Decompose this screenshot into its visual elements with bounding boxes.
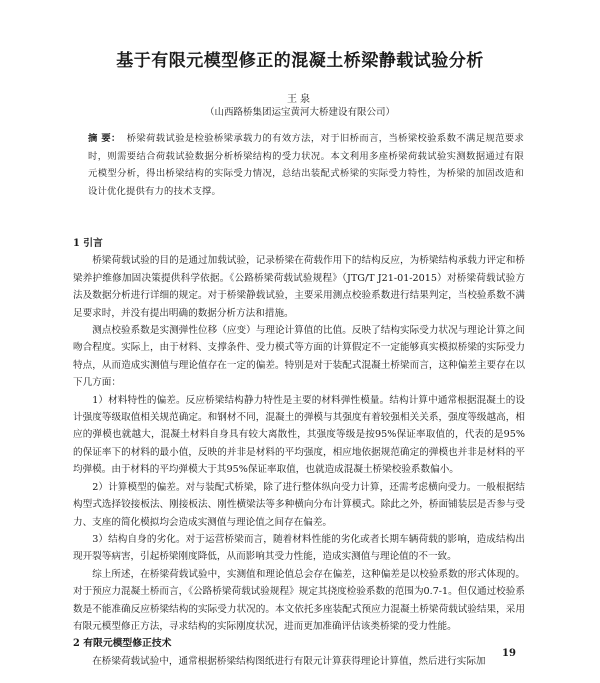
section-1-heading: 1 引言 xyxy=(73,238,103,249)
section-1-paragraph: 桥梁荷载试验的目的是通过加载试验，记录桥梁在荷载作用下的结构反应，为桥梁结构承载力评定和桥梁养护维修加固决策提供科学依据。《公路桥梁荷载试验规程》（JTG/T J21-01-2015）对桥梁荷载试验方法及数据分析进行详细的规定。对于桥梁静载试验，主要采用测点校验系数进行结果判定，当校验系数不满足要求时，并没有提出明确的数据分析方法和措施。 xyxy=(73,255,525,319)
section-1-paragraph: 2）计算模型的偏差。对与装配式桥梁，除了进行整体纵向受力计算，还需考虑横向受力。一般根据结构型式选择铰接板法、刚接板法、刚性横梁法等多种横向分布计算模式。除此之外，桥面铺装层是否参与受力、支座的简化模拟均会造成实测值与理论值之间存在偏差。 xyxy=(73,481,525,528)
paper-title: 基于有限元模型修正的混凝土桥梁静载试验分析 xyxy=(116,51,484,71)
body-text xyxy=(73,235,525,670)
section-2-paragraph: 在桥梁荷载试验中，通常根据桥梁结构图纸进行有限元计算获得理论计算值，然后进行实际加 xyxy=(92,655,486,667)
section-1-paragraph: 综上所述，在桥梁荷载试验中，实测值和理论值总会存在偏差，这种偏差是以校验系数的形式体现的。对于预应力混凝土桥而言，《公路桥梁荷载试验规程》规定其挠度检验系数的范围为0.7-1。但仅通过校验系数是不能准确反应桥梁结构的实际受力状况的。本文依托多座装配式预应力混凝土桥梁荷载试验结果，采用有限元模型修正方法，寻求结构的实际刚度状况，进而更加准确评估该类桥梁的受力性能。 xyxy=(73,568,525,632)
page-number: 19 xyxy=(502,648,516,659)
abstract xyxy=(88,130,524,200)
abstract-label: 摘 要： xyxy=(88,133,121,144)
section-2-heading: 2 有限元模型修正技术 xyxy=(73,638,172,650)
section-1-paragraph: 测点校验系数是实测弹性位移（应变）与理论计算值的比值。反映了结构实际受力状况与理论计算之间吻合程度。实际上，由于材料、支撑条件、受力模式等方面的计算假定不一定能够真实模拟桥梁的实际受力特点，从而造成实测值与理论值存在一定的偏差。特别是对于装配式混凝土桥梁而言，这种偏差主要存在以下几方面： xyxy=(73,325,525,389)
section-1-paragraph: 1）材料特性的偏差。反应桥梁结构静力特性是主要的材料弹性模量。结构计算中通常根据混凝土的设计强度等级取值相关规范确定。和钢材不同，混凝土的弹模与其强度有着较强相关关系，强度等级越高，相应的弹模也就越大，混凝土材料自身具有较大离散性，其强度等级是按95%保证率取值的，代表的是95%的保证率下的材料的最小值，反映的并非是材料的平均强度，相应地依据规范确定的弹模也并非是材料的平均弹模。由于材料的平均弹模大于其95%保证率取值，也就造成混凝土桥梁校验系数偏小。 xyxy=(73,394,525,476)
abstract-text: 桥梁荷载试验是检验桥梁承载力的有效方法，对于旧桥而言，当桥梁校验系数不满足规范要求时，则需要结合荷载试验数据分析桥梁结构的受力状况。本文利用多座桥梁荷载试验实测数据通过有限元模型分析，得出桥梁结构的实际受力情况，总结出装配式桥梁的实际受力特性，为桥梁的加固改造和设计优化提供有力的技术支撑。 xyxy=(88,133,524,197)
author-affiliation: （山西路桥集团运宝黄河大桥建设有限公司） xyxy=(204,107,395,118)
author-name: 王泉 xyxy=(287,94,313,105)
section-1-paragraph: 3）结构自身的劣化。对于运营桥梁而言，随着材料性能的劣化或者长期车辆荷载的影响，造成结构出现开裂等病害，引起桥梁刚度降低，从而影响其受力性能，造成实测值与理论值的不一致。 xyxy=(73,533,525,563)
